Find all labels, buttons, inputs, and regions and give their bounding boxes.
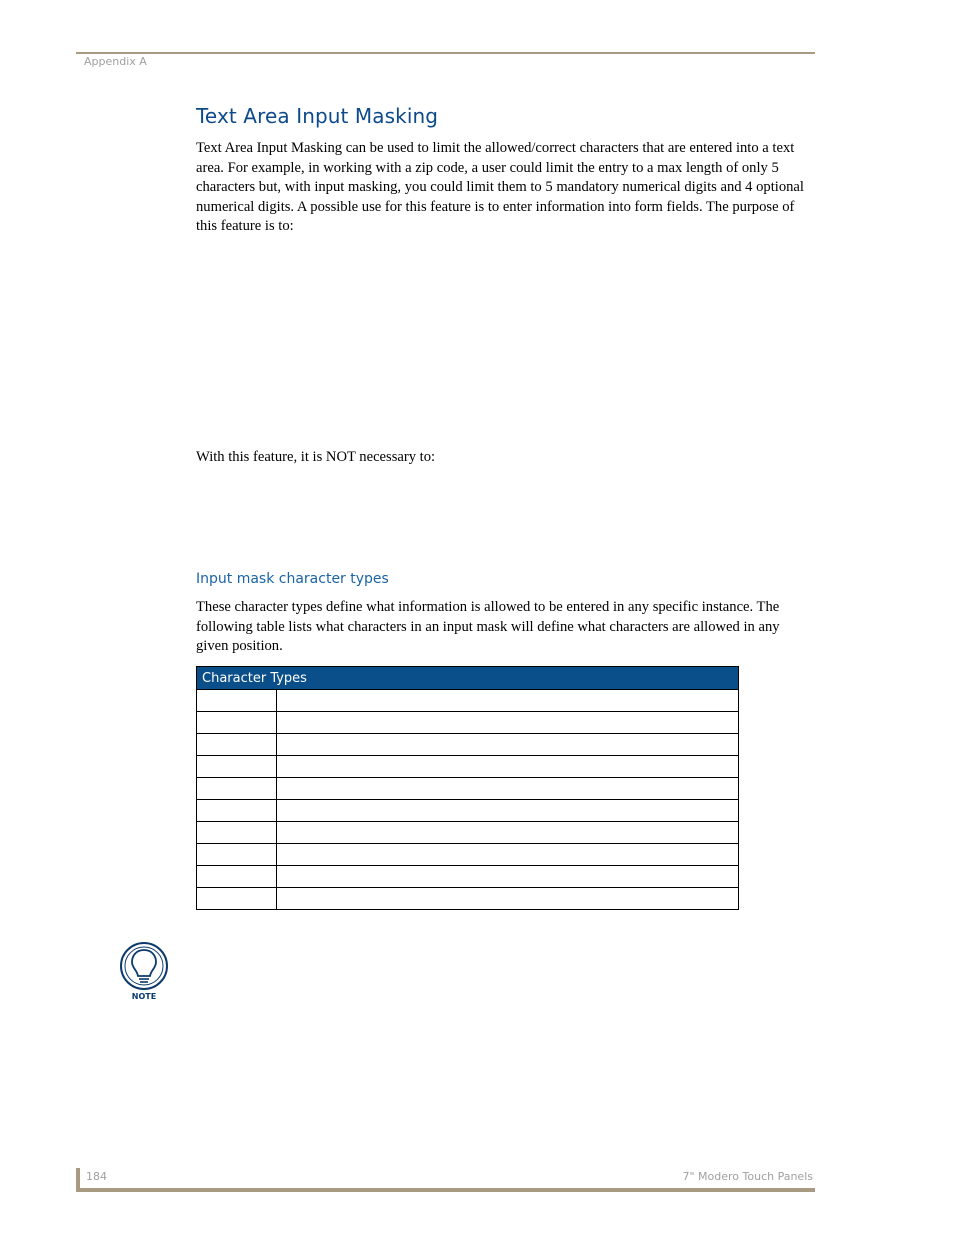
table-row: [197, 888, 739, 910]
table-row: [197, 712, 739, 734]
table-row: [197, 844, 739, 866]
page-number: 184: [86, 1170, 107, 1183]
description-cell: [277, 756, 739, 778]
not-necessary-paragraph: With this feature, it is NOT necessary to:: [196, 449, 436, 465]
description-cell: [277, 822, 739, 844]
page-title: Text Area Input Masking: [196, 104, 439, 128]
table-row: [197, 800, 739, 822]
description-cell: [277, 844, 739, 866]
running-header: Appendix A: [84, 55, 147, 68]
character-cell: [197, 690, 277, 712]
description-cell: [277, 712, 739, 734]
character-cell: [197, 800, 277, 822]
description-cell: [277, 690, 739, 712]
subsection-title: Input mask character types: [196, 571, 389, 587]
character-cell: [197, 712, 277, 734]
header-rule: [76, 52, 815, 54]
table-row: [197, 756, 739, 778]
note-label: NOTE: [131, 992, 157, 1001]
table-header: Character Types: [197, 667, 739, 690]
description-cell: [277, 866, 739, 888]
character-cell: [197, 778, 277, 800]
character-cell: [197, 756, 277, 778]
description-cell: [277, 778, 739, 800]
table-row: [197, 734, 739, 756]
footer-doc-title: 7" Modero Touch Panels: [682, 1170, 813, 1183]
table-row: [197, 822, 739, 844]
subsection-paragraph: These character types define what information is allowed to be entered in any specific instance. The following table lists what characters in an input mask will define what characters are allowed in any given position.: [196, 599, 780, 654]
character-types-table: [196, 666, 739, 910]
character-cell: [197, 844, 277, 866]
character-cell: [197, 734, 277, 756]
description-cell: [277, 800, 739, 822]
table-row: [197, 778, 739, 800]
intro-paragraph: Text Area Input Masking can be used to limit the allowed/correct characters that are entered into a text area. For example, in working with a zip code, a user could limit the entry to a max length of only 5 characters but, with input masking, you could limit them to 5 mandatory numerical digits and 4 optional numerical digits. A possible use for this feature is to enter information into form fields. The purpose of this feature is to:: [196, 140, 804, 234]
character-cell: [197, 888, 277, 910]
footer-rule: [76, 1188, 815, 1192]
description-cell: [277, 734, 739, 756]
character-cell: [197, 822, 277, 844]
table-row: [197, 690, 739, 712]
table-row: [197, 866, 739, 888]
character-cell: [197, 866, 277, 888]
description-cell: [277, 888, 739, 910]
